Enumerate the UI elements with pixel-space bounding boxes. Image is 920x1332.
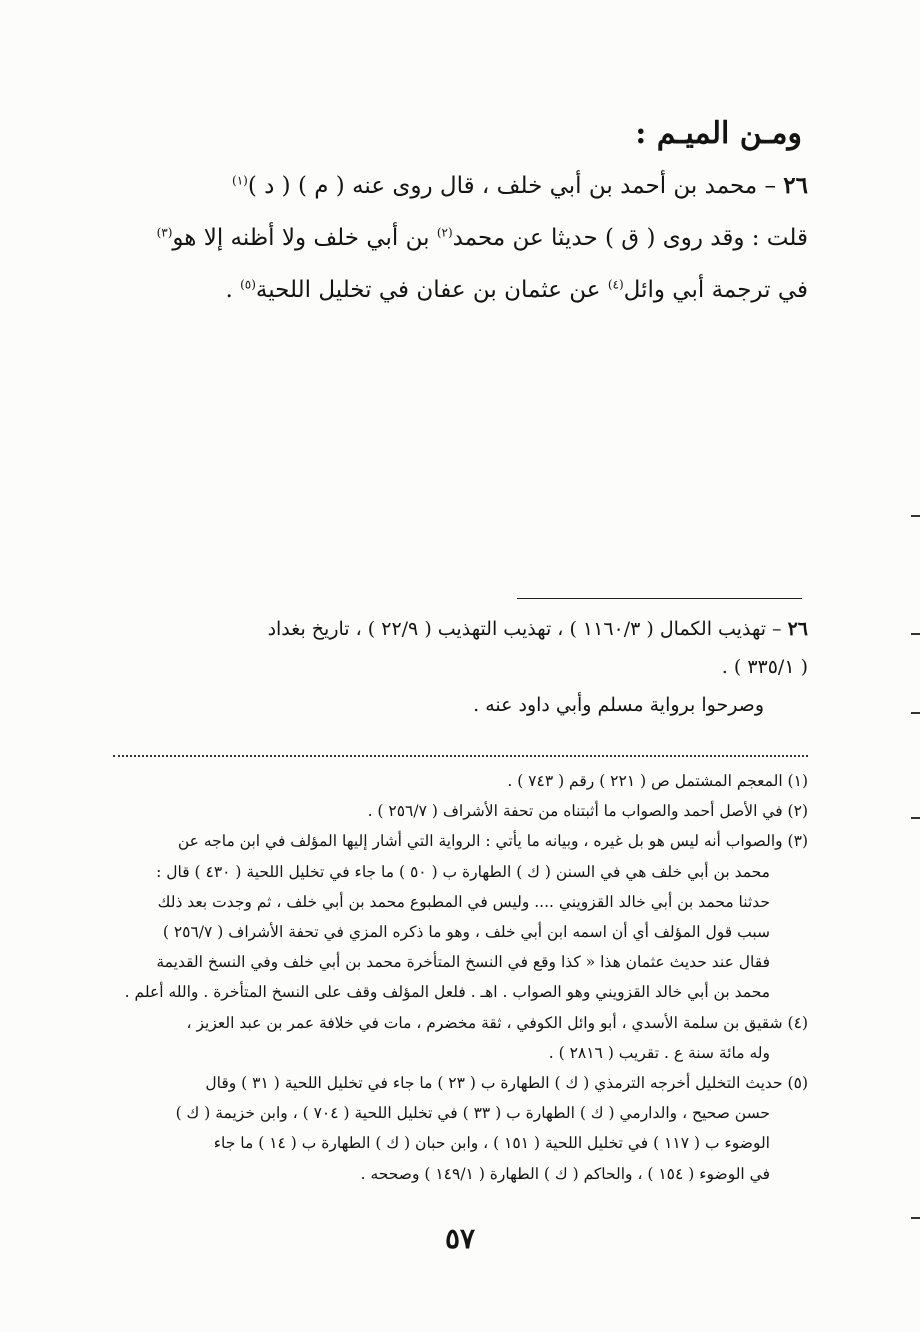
reference-line (108, 610, 808, 648)
footnote-line: (٢) في الأصل أحمد والصواب ما أثبتناه من تحفة الأشراف ( ٢٥٦/٧ ) . (367, 802, 808, 821)
footnote-ref[interactable]: (٥) (240, 277, 256, 292)
reference-notes (108, 610, 808, 724)
scan-margin-mark (911, 817, 920, 819)
footnote-line: (٣) والصواب أنه ليس هو بل غيره ، وبيانه ما يأتي : الرواية التي أشار إليها المؤلف في ابن ماجه عن (177, 832, 808, 851)
footnote-line: وله مائة سنة ع . تقريب ( ٢٨١٦ ) . (548, 1043, 770, 1062)
footnote-separator (517, 598, 802, 599)
entry-26 (108, 160, 808, 316)
entry-line (108, 160, 808, 212)
dotted-separator (113, 755, 808, 757)
entry-text: – محمد بن أحمد بن أبي خلف ، قال روى عنه ( م ) ( د ) (247, 173, 784, 199)
footnotes (108, 766, 808, 1189)
scan-margin-mark (911, 712, 920, 714)
scan-margin-mark (911, 515, 920, 517)
footnote-line: (١) المعجم المشتمل ص ( ٢٢١ ) رقم ( ٧٤٣ ) . (507, 772, 808, 790)
footnote-line: (٥) حديث التخليل أخرجه الترمذي ( ك ) الطهارة ب ( ٢٣ ) ما جاء في تخليل اللحية ( ٣١ ) وقال (205, 1074, 808, 1093)
entry-text: عن عثمان بن عفان في تخليل اللحية (255, 277, 608, 303)
footnote-ref[interactable]: (١) (232, 173, 248, 188)
footnote-line: (٤) شقيق بن سلمة الأسدي ، أبو وائل الكوفي ، ثقة مخضرم ، مات في خلافة عمر بن عبد العزيز ، (186, 1013, 808, 1032)
footnote-line: محمد بن أبي خلف هي في السنن ( ك ) الطهارة ب ( ٥٠ ) ما جاء في تخليل اللحية ( ٤٣٠ ) قال : (156, 862, 770, 881)
footnote-ref[interactable]: (٣) (156, 225, 173, 240)
entry-line (108, 212, 808, 264)
footnote-ref[interactable]: (٤) (607, 277, 624, 292)
entry-text: في ترجمة أبي وائل (623, 277, 808, 303)
section-title: ومـن الميـم : (635, 116, 802, 151)
footnote-line: الوضوء ب ( ١١٧ ) في تخليل اللحية ( ١٥١ ) ، وابن حبان ( ك ) الطهارة ب ( ١٤ ) ما جاء (213, 1134, 770, 1153)
reference-line: ( ٣٣٥/١ ) . (721, 656, 808, 678)
reference-line: وصرحوا برواية مسلم وأبي داود عنه . (473, 694, 764, 716)
footnote-line: فقال عند حديث عثمان هذا « كذا وقع في النسخ المتأخرة محمد بن أبي خلف وفي النسخ القديمة (156, 953, 770, 972)
page-number: ٥٧ (444, 1222, 476, 1255)
footnote-line: حدثنا محمد بن أبي خالد القزويني .... وليس في المطبوع محمد بن أبي خلف ، ثم وجدت بعد ذلك (157, 892, 770, 911)
reference-text: – تهذيب الكمال ( ١١٦٠/٣ ) ، تهذيب التهذيب ( ٢٢/٩ ) ، تاريخ بغداد (267, 618, 788, 640)
entry-line (108, 264, 808, 316)
footnote-line: في الوضوء ( ١٥٤ ) ، والحاكم ( ك ) الطهارة ( ١٤٩/١ ) وصححه . (360, 1164, 770, 1183)
scan-margin-mark (911, 633, 920, 635)
entry-number: ٢٦ (783, 172, 808, 199)
footnote-line: حسن صحيح ، والدارمي ( ك ) الطهارة ب ( ٣٣ ) في تخليل اللحية ( ٧٠٤ ) ، وابن خزيمة ( ك ) (175, 1104, 770, 1123)
scan-margin-mark (911, 1217, 920, 1219)
entry-text: قلت : وقد روى ( ق ) حديثا عن محمد (452, 225, 808, 251)
footnote-line: محمد بن أبي خالد القزويني وهو الصواب . اهـ . فلعل المؤلف وقف على النسخ المتأخرة . والله أعلم . (124, 983, 770, 1002)
entry-text: . (225, 277, 241, 303)
footnote-ref[interactable]: (٢) (436, 225, 453, 240)
entry-text: بن أبي خلف ولا أظنه إلا هو (172, 225, 437, 251)
footnote-line: سبب قول المؤلف أي أن اسمه ابن أبي خلف ، وهو ما ذكره المزي في تحفة الأشراف ( ٢٥٦/٧ ) (162, 923, 770, 942)
reference-number: ٢٦ (787, 618, 808, 640)
